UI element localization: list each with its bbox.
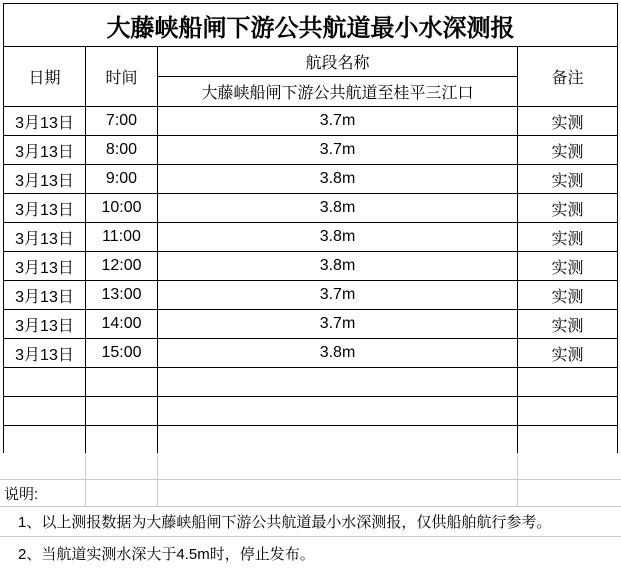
time-cell: 9:00: [86, 165, 158, 194]
col-header-date: 日期: [4, 47, 86, 107]
remark-cell: 实测: [518, 339, 618, 368]
time-cell: 13:00: [86, 281, 158, 310]
date-cell: 3月13日: [4, 310, 86, 339]
remark-cell: 实测: [518, 165, 618, 194]
table-row: [4, 310, 618, 339]
time-cell: 12:00: [86, 252, 158, 281]
date-cell: 3月13日: [4, 194, 86, 223]
title-row: [4, 4, 618, 47]
depth-cell: 3.7m: [158, 136, 518, 165]
time-cell: 10:00: [86, 194, 158, 223]
date-cell: 3月13日: [4, 339, 86, 368]
date-cell: 3月13日: [4, 223, 86, 252]
gridline-divider: [517, 453, 518, 479]
date-cell: 3月13日: [4, 165, 86, 194]
table-row: [4, 281, 618, 310]
time-cell: 7:00: [86, 107, 158, 136]
remark-cell: 实测: [518, 194, 618, 223]
depth-cell: 3.7m: [158, 310, 518, 339]
report-table: [3, 3, 618, 455]
date-cell: 3月13日: [4, 281, 86, 310]
time-cell: 8:00: [86, 136, 158, 165]
col-header-remark: 备注: [518, 47, 618, 107]
gridline-divider: [157, 480, 158, 506]
time-cell: 14:00: [86, 310, 158, 339]
remark-cell: 实测: [518, 310, 618, 339]
table-row: [4, 339, 618, 368]
empty-table-row: [4, 368, 618, 397]
table-row: [4, 194, 618, 223]
time-cell: 15:00: [86, 339, 158, 368]
date-cell: 3月13日: [4, 107, 86, 136]
note-text: 1、以上测报数据为大藤峡船闸下游公共航道最小水深测报，仅供船舶航行参考。: [18, 514, 552, 531]
time-cell: 11:00: [86, 223, 158, 252]
remark-cell: 实测: [518, 281, 618, 310]
gridline-divider: [157, 453, 158, 479]
notes-label: 说明:: [4, 485, 39, 503]
empty-table-row: [4, 397, 618, 426]
depth-cell: 3.8m: [158, 339, 518, 368]
gridline-divider: [517, 480, 518, 506]
depth-cell: 3.7m: [158, 107, 518, 136]
gridline-divider: [85, 453, 86, 479]
gridline-blank-row: [0, 453, 621, 480]
depth-cell: 3.8m: [158, 252, 518, 281]
empty-table-row: [4, 426, 618, 455]
header-row: [4, 47, 618, 77]
notes-label-row: [0, 480, 621, 507]
col-header-segment: 航段名称: [158, 47, 518, 77]
depth-cell: 3.7m: [158, 281, 518, 310]
segment-name: 大藤峡船闸下游公共航道至桂平三江口: [158, 77, 518, 107]
note-line-1: [0, 507, 621, 537]
depth-cell: 3.8m: [158, 194, 518, 223]
remark-cell: 实测: [518, 223, 618, 252]
table-row: [4, 223, 618, 252]
page-title: 大藤峡船闸下游公共航道最小水深测报: [4, 4, 618, 47]
table-row: [4, 165, 618, 194]
remark-cell: 实测: [518, 107, 618, 136]
date-cell: 3月13日: [4, 136, 86, 165]
col-header-time: 时间: [86, 47, 158, 107]
remark-cell: 实测: [518, 136, 618, 165]
remark-cell: 实测: [518, 252, 618, 281]
depth-cell: 3.8m: [158, 165, 518, 194]
table-row: [4, 136, 618, 165]
note-text: 2、当航道实测水深大于4.5m时，停止发布。: [18, 546, 315, 563]
depth-cell: 3.8m: [158, 223, 518, 252]
date-cell: 3月13日: [4, 252, 86, 281]
table-row: [4, 107, 618, 136]
note-line-2: [0, 537, 621, 570]
table-row: [4, 252, 618, 281]
gridline-divider: [85, 480, 86, 506]
